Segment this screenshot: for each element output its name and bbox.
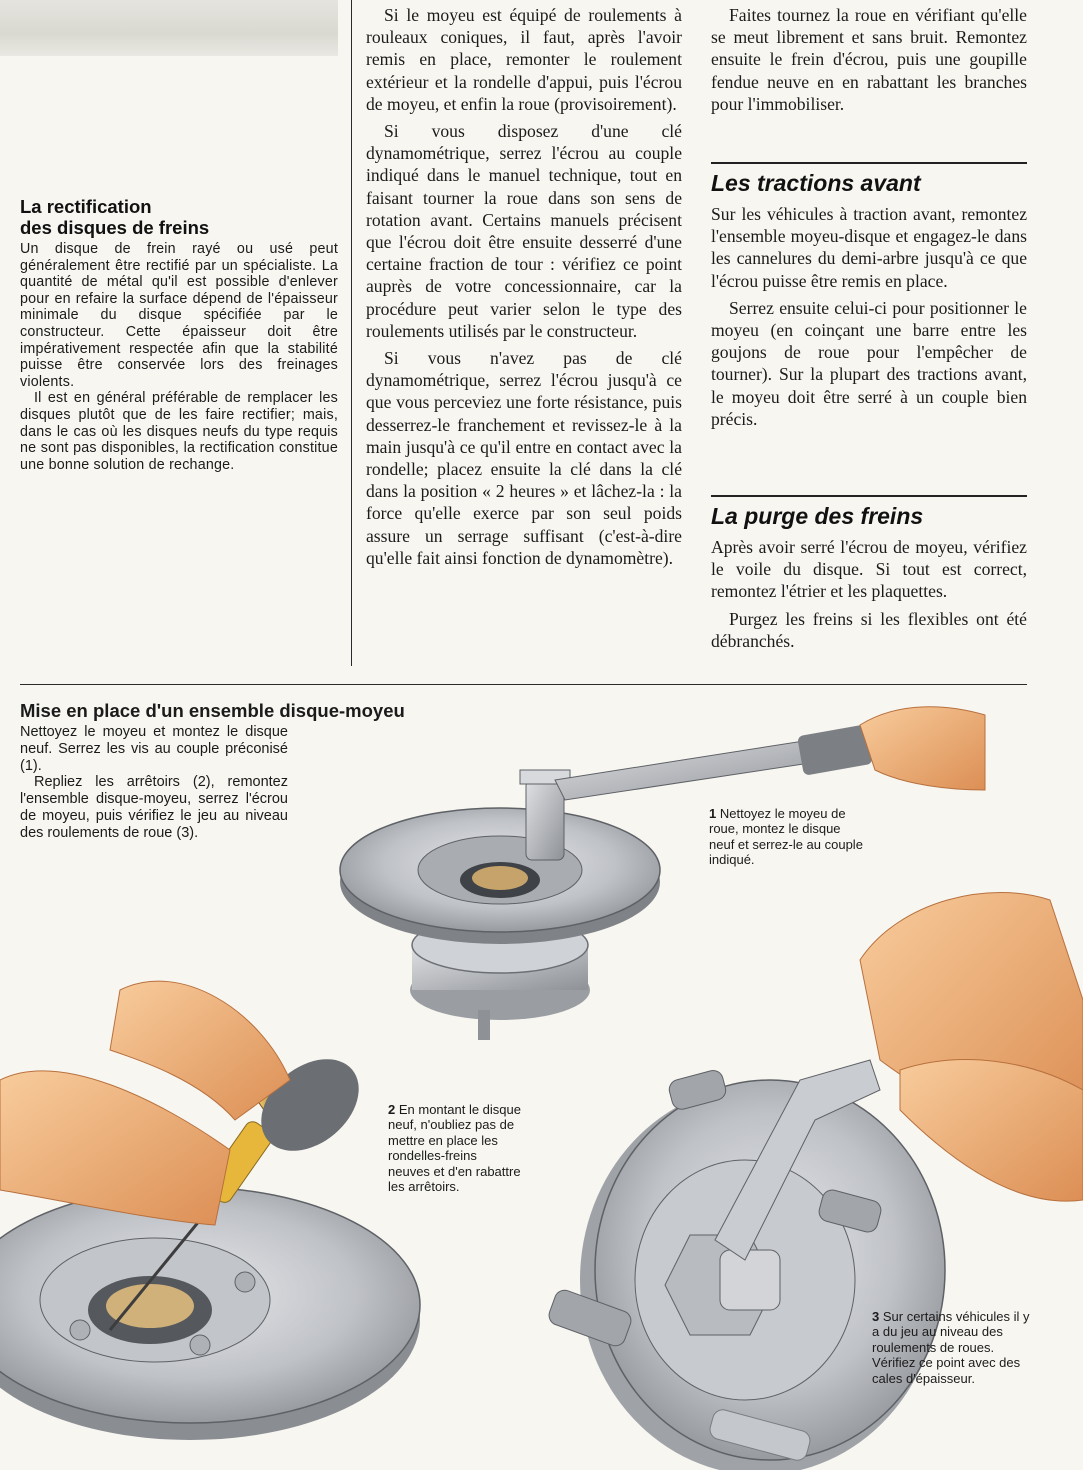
caption-1: [709, 806, 869, 868]
sidebar-title-line1: La rectification: [20, 196, 152, 217]
sidebar-paragraph-2: Il est en général préférable de remplacer les disques plutôt que de les faire rectifier; mais, dans le cas où les disques neufs du type requis ne sont pas disponibles, la rectification constitue une bonne solution de rechange.: [20, 390, 338, 473]
col3-paragraph-2: Sur les véhicules à traction avant, remontez l'ensemble moyeu-disque et engagez-le dans les cannelures du demi-arbre jusqu'à ce que l'écrou puisse être remis en place.: [711, 204, 1027, 291]
section-heading-purge-freins: La purge des freins: [711, 495, 1027, 531]
col2-paragraph-1: Si le moyeu est équipé de roulements à rouleaux coniques, il faut, après l'avoir remis en place, remonter le roulement extérieur et la rondelle d'appui, puis l'écrou de moyeu, et enfin la roue (provisoirement).: [366, 5, 682, 114]
caption-2-number: 2: [388, 1102, 396, 1117]
caption-3-number: 3: [872, 1309, 880, 1324]
procedure-paragraph-2: Repliez les arrêtoirs (2), remontez l'ensemble disque-moyeu, serrez l'écrou de moyeu, puis vérifiez le jeu au niveau des roulements de roue (3).: [20, 774, 288, 841]
col2-paragraph-3: Si vous n'avez pas de clé dynamométrique, serrez l'écrou jusqu'à ce que vous perceviez une forte résistance, puis desserrez-le franchement et revissez-le à la main jusqu'à ce qu'il entre en contact avec la rondelle; placez ensuite la clé dans la clé dans la position « 2 heures » et lâchez-la : la force qu'elle exerce par son seul poids assure un serrage suffisant (c'est-à-dire qu'elle fait ainsi fonction de dynamomètre).: [366, 348, 682, 568]
sidebar-paragraph-1: Un disque de frein rayé ou usé peut généralement être rectifié par un spécialiste. La quantité de métal qu'il est possible d'enlever pour en refaire la surface dépend de l'épaisseur minimale du disque spécifiée par le constructeur. Cette épaisseur doit être impérativement respectée afin que la stabilité puisse être conservée lors des freinages violents.: [20, 241, 338, 390]
figure-2-hammer-disc: [0, 981, 420, 1440]
sidebar-title-line2: des disques de freins: [20, 217, 210, 238]
procedure-title: Mise en place d'un ensemble disque-moyeu: [20, 700, 405, 721]
caption-2-text: En montant le disque neuf, n'oubliez pas de mettre en place les rondelles-freins neuves et d'en rabattre les arrêtoirs.: [388, 1102, 521, 1195]
procedure-paragraph-1: Nettoyez le moyeu et montez le disque neuf. Serrez les vis au couple préconisé (1).: [20, 724, 288, 774]
caption-1-text: Nettoyez le moyeu de roue, montez le disque neuf et serrez-le au couple indiqué.: [709, 806, 863, 868]
col2-paragraph-2: Si vous disposez d'une clé dynamométrique, serrez l'écrou au couple indiqué dans le manuel technique, tout en faisant tourner la roue dans son sens de rotation avant. Certains manuels précisent que l'écrou doit être ensuite desserré d'une certaine fraction de tour : vérifiez ce point auprès de votre concessionnaire, car la procédure peut varier selon le type des roulements utilisés par le constructeur.: [366, 121, 682, 341]
caption-1-number: 1: [709, 806, 717, 821]
col3-paragraph-1: Faites tournez la roue en vérifiant qu'elle se meut librement et sans bruit. Remontez ensuite le frein d'écrou, puis une goupille fendue neuve en en rabattant les branches pour l'immobiliser.: [711, 5, 1027, 114]
col3-paragraph-3: Serrez ensuite celui-ci pour positionner le moyeu (en coinçant une barre entre les goujons de roue pour l'empêcher de tourner). Sur la plupart des tractions avant, le moyeu doit être serré à un couple bien précis.: [711, 297, 1027, 429]
caption-2: [388, 1102, 522, 1194]
section-heading-tractions-avant: Les tractions avant: [711, 162, 1027, 198]
col3-paragraph-5: Purgez les freins si les flexibles ont été débranchés.: [711, 608, 1027, 651]
col3-paragraph-4: Après avoir serré l'écrou de moyeu, vérifiez le voile du disque. Si tout est correct, remontez l'étrier et les plaquettes.: [711, 537, 1027, 602]
caption-3-text: Sur certains véhicules il y a du jeu au niveau des roulements de roues. Vérifiez ce point avec des cales d'épaisseur.: [872, 1309, 1030, 1386]
caption-3: [872, 1309, 1038, 1386]
